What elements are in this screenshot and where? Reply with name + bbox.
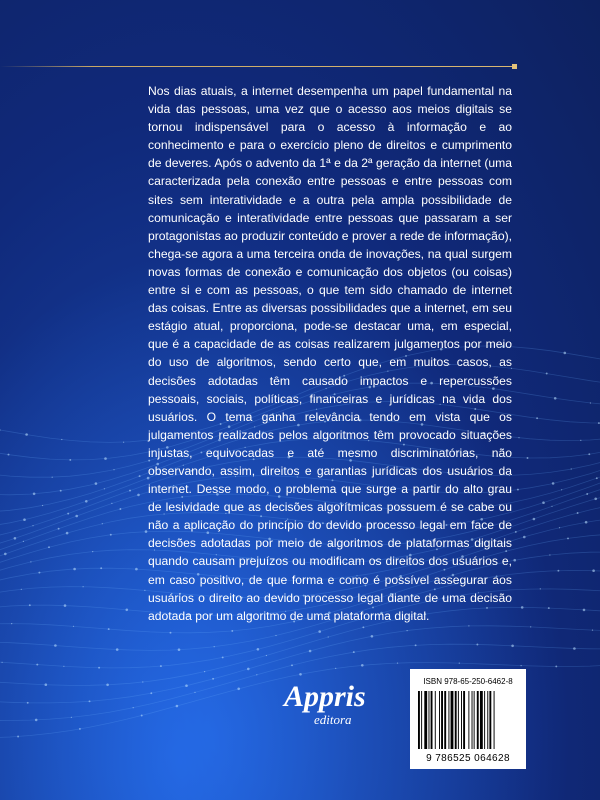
barcode-bar: [477, 691, 479, 749]
wave-dot: [104, 488, 105, 489]
wave-dot: [415, 644, 417, 646]
synopsis-paragraph: Nos dias atuais, a internet desempenha um papel fundamental na vida das pessoas, uma vez que o acesso aos meios digitais se tornou indispensável para o acesso à informação e ao conhecimento e para o exercício pleno de direitos e cumprimento de deveres. Após o advento da 1ª e da 2ª geração da internet (uma caracterizada pela conexão entre pessoas e entre pessoas com sites sem interatividade e a outra pela ampla possibilidade de comunicação e interatividade entre pessoas que passaram a ser protagonistas ao produzir conteúdo e prover a rede de informação), chega-se agora a uma terceira onda de inovações, na qual surgem novas formas de conexão e comunicação dos objetos (ou coisas) entre si e com as pessoas, o que tem sido chamado de internet das coisas. Entre as diversas possibilidades que a internet, em seu estágio atual, proporciona, pode-se destacar uma, em especial, que é a capacidade de as coisas realizarem julgamentos por meio do uso de algoritmos, sendo certo que, em muitos casos, as decisões adotadas têm causado impactos e repercussões pessoais, sociais, políticas, financeiras e jurídicas na vida dos usuários. O tema ganha relevância tendo em vista que os julgamentos realizados pelos algoritmos têm provocado situações injustas, equivocadas e até mesmo discriminatórias, não observando, assim, direitos e garantias jurídicas dos usuários da internet. Desse modo, o problema que surge a partir do alto grau de lesividade que as decisões algorítmicas possuem é se cabe ou não a aplicação do princípio do devido processo legal em face de decisões adotadas por meio de algoritmos de plataformas digitais quando causam prejuízos ou modificam os direitos dos usuários e, em caso positivo, de que forma e como é possível assegurar aos usuários o direito ao devido processo legal diante de uma decisão adotada por um algoritmo de uma plataforma digital.: [148, 84, 512, 623]
wave-dot: [36, 664, 38, 666]
barcode-bar: [451, 691, 454, 749]
wave-dot: [137, 494, 140, 497]
wave-dot: [596, 477, 598, 479]
wave-dot: [583, 609, 586, 612]
wave-dot: [557, 570, 559, 572]
wave-dot: [549, 554, 550, 555]
wave-dot: [64, 604, 67, 607]
barcode-bar: [458, 691, 459, 749]
barcode-bar: [418, 691, 420, 749]
wave-dot: [63, 666, 64, 667]
wave-dot: [214, 646, 215, 647]
wave-dot: [58, 528, 60, 530]
wave-dot: [21, 589, 22, 590]
wave-dot: [119, 508, 121, 510]
publisher-logo: [284, 680, 404, 740]
barcode-bar: [455, 691, 457, 749]
rule-end-square: [512, 64, 517, 69]
wave-dot: [42, 505, 43, 506]
wave-dot: [567, 537, 569, 539]
wave-dot: [29, 604, 31, 606]
wave-dot: [247, 668, 250, 671]
wave-dot: [110, 534, 112, 536]
wave-dot: [52, 477, 53, 478]
wave-dot: [135, 568, 138, 571]
wave-dot: [113, 469, 114, 470]
wave-dot: [362, 626, 364, 628]
barcode-bar: [474, 691, 475, 749]
wave-dot: [590, 402, 591, 403]
wave-dot: [14, 537, 17, 540]
wave-dot: [60, 490, 62, 492]
wave-dot: [561, 489, 562, 490]
wave-dot: [546, 373, 548, 375]
barcode-bar: [448, 691, 449, 749]
wave-dot: [517, 489, 519, 491]
wave-dot: [468, 625, 469, 626]
wave-dot: [266, 655, 267, 656]
wave-dot: [552, 482, 555, 485]
publisher-tagline: editora: [314, 712, 352, 727]
wave-dot: [353, 651, 355, 653]
wave-dot: [521, 606, 524, 609]
wave-dot: [237, 688, 240, 691]
wave-dot: [194, 692, 195, 693]
wave-dot: [571, 468, 572, 469]
back-cover-text: [148, 82, 512, 625]
wave-dot: [361, 664, 364, 667]
wave-dot: [106, 684, 109, 687]
barcode-bar: [487, 691, 488, 749]
wave-dot: [513, 559, 516, 562]
wave-dot: [66, 532, 69, 535]
wave-dot: [83, 586, 84, 587]
wave-dot: [521, 665, 522, 666]
wave-dot: [79, 728, 81, 730]
wave-dot: [85, 500, 88, 503]
wave-dot: [95, 482, 98, 485]
wave-dot: [1, 662, 2, 663]
wave-dot: [69, 459, 71, 461]
wave-dot: [8, 454, 10, 456]
wave-dot: [256, 674, 257, 675]
wave-dot: [559, 527, 560, 528]
wave-dot: [111, 503, 112, 504]
wave-dot: [555, 665, 557, 667]
barcode-number: 9 786525 064628: [426, 753, 510, 764]
wave-dot: [116, 648, 119, 651]
wave-dot: [11, 623, 12, 624]
wave-dot: [318, 630, 321, 633]
wave-dot: [335, 668, 336, 669]
wave-dot: [527, 457, 529, 459]
wave-dot: [222, 656, 224, 658]
barcode-bar: [480, 691, 483, 749]
wave-dot: [257, 648, 260, 651]
wave-dot: [204, 671, 205, 672]
wave-dot: [100, 567, 102, 569]
top-gold-rule: [0, 66, 512, 67]
wave-dot: [32, 525, 33, 526]
wave-dot: [459, 663, 460, 664]
barcode-bar: [468, 691, 469, 749]
barcode-bar: [444, 691, 446, 749]
wave-dot: [33, 493, 36, 496]
isbn-barcode: [410, 669, 526, 769]
wave-dot: [17, 736, 19, 738]
wave-dot: [554, 397, 557, 400]
wave-dot: [551, 506, 552, 507]
wave-dot: [129, 490, 131, 492]
wave-dot: [291, 664, 293, 666]
wave-dot: [170, 632, 172, 634]
wave-dot: [585, 521, 588, 524]
wave-dot: [594, 498, 597, 501]
barcode-bar: [472, 691, 473, 749]
wave-dot: [75, 515, 78, 518]
wave-dot: [176, 705, 179, 708]
wave-dot: [71, 717, 72, 718]
barcode-bar: [424, 691, 427, 749]
isbn-label: ISBN 978-65-250-6462-8: [423, 677, 513, 686]
wave-dot: [212, 678, 214, 680]
wave-dot: [371, 635, 374, 638]
wave-dot: [126, 609, 129, 612]
wave-dot: [92, 551, 93, 552]
wave-dot: [102, 523, 103, 524]
barcode-bar: [431, 691, 433, 749]
wave-dot: [548, 607, 550, 609]
wave-dot: [577, 512, 579, 514]
wave-dot: [104, 457, 107, 460]
wave-dot: [407, 630, 408, 631]
wave-dot: [35, 719, 38, 722]
wave-dot: [275, 635, 276, 636]
wave-dot: [530, 626, 531, 627]
barcode-bar: [441, 691, 443, 749]
wave-dot: [89, 700, 91, 702]
barcode-bar: [484, 691, 485, 749]
wave-dot: [231, 630, 233, 632]
wave-dot: [25, 433, 28, 436]
barcode-bar: [429, 691, 430, 749]
wave-dot: [54, 644, 57, 647]
wave-dot: [588, 453, 590, 455]
wave-dot: [73, 568, 76, 571]
wave-dot: [328, 636, 329, 637]
wave-dot: [144, 590, 145, 591]
wave-dot: [540, 588, 541, 589]
barcode-bars: [418, 691, 518, 749]
wave-dot: [27, 702, 29, 704]
wave-dot: [4, 553, 7, 556]
wave-dot: [476, 644, 478, 646]
wave-dot: [592, 569, 595, 572]
wave-dot: [23, 541, 24, 542]
wave-dot: [536, 417, 538, 419]
wave-dot: [397, 663, 398, 664]
wave-dot: [518, 437, 519, 438]
wave-dot: [160, 665, 162, 667]
wave-dot: [123, 442, 124, 443]
wave-dot: [592, 630, 593, 631]
wave-dot: [580, 440, 581, 441]
barcode-bar: [494, 691, 495, 749]
wave-dot: [515, 531, 517, 533]
wave-dot: [48, 546, 50, 548]
wave-dot: [98, 667, 100, 669]
wave-dot: [67, 513, 69, 515]
barcode-bar: [489, 691, 491, 749]
wave-dot: [523, 536, 526, 539]
wave-dot: [38, 572, 40, 574]
wave-dot: [141, 715, 143, 717]
barcode-bar: [461, 691, 462, 749]
wave-dot: [133, 707, 134, 708]
wave-dot: [139, 475, 141, 477]
wave-dot: [142, 681, 143, 682]
wave-dot: [145, 530, 148, 533]
wave-dot: [45, 683, 48, 686]
wave-dot: [309, 650, 312, 653]
wave-dot: [178, 648, 181, 651]
wave-dot: [61, 439, 62, 440]
wave-dot: [573, 647, 576, 650]
wave-dot: [30, 561, 31, 562]
wave-dot: [185, 684, 188, 687]
wave-dot: [23, 518, 26, 521]
wave-dot: [73, 626, 74, 627]
publisher-name: Appris: [284, 680, 366, 713]
wave-dot: [150, 692, 152, 694]
barcode-bar: [435, 691, 436, 749]
wave-dot: [533, 518, 536, 521]
wave-dot: [108, 628, 110, 630]
wave-dot: [542, 501, 545, 504]
wave-dot: [586, 493, 588, 495]
barcode-bar: [463, 691, 465, 749]
barcode-bar: [421, 691, 422, 749]
wave-dot: [299, 673, 302, 676]
barcode-bar: [439, 691, 440, 749]
wave-dot: [564, 352, 567, 355]
wave-dot: [511, 645, 514, 648]
